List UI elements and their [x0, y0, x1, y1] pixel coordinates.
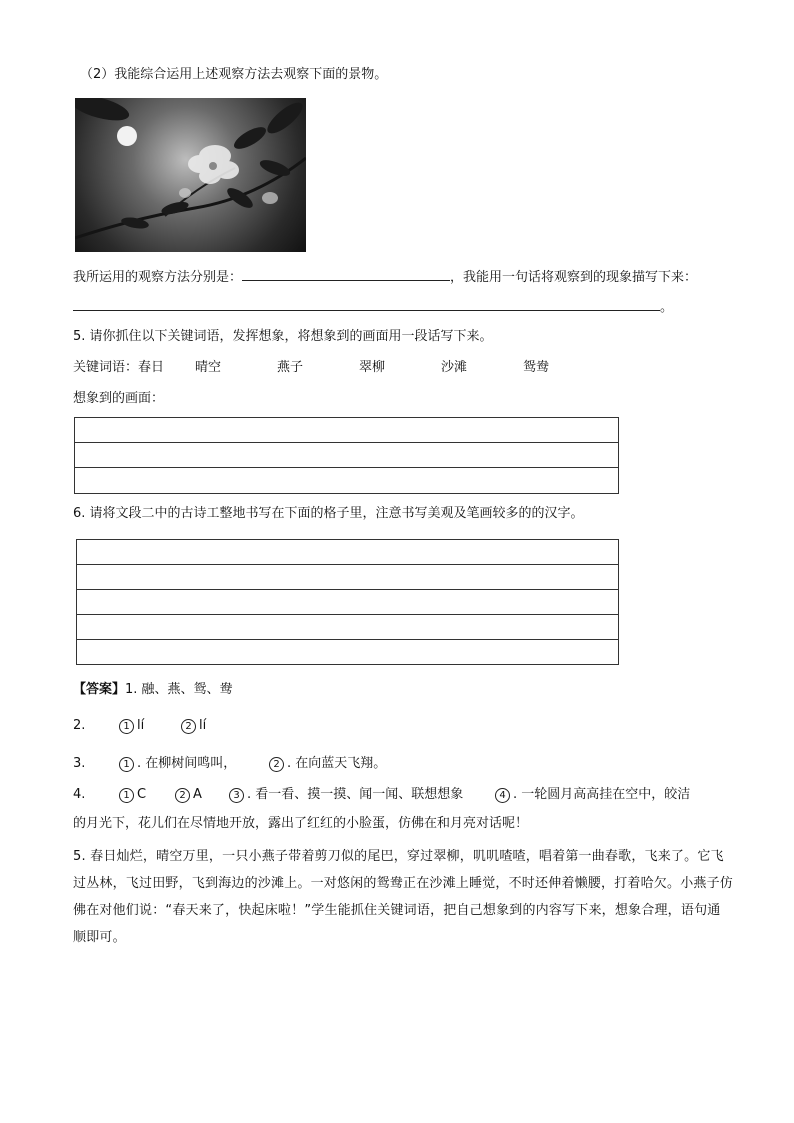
answer-5: 5. 春日灿烂，晴空万里，一只小燕子带着剪刀似的尾巴，穿过翠柳，叽叽喳喳，唱着第一曲春歌，飞来了。它飞过丛林，飞过田野，飞到海边的沙滩上。一对悠闲的鸳鸯正在沙滩上睡觉，不时还伸着懒腰，打着哈欠。小燕子仿佛在对他们说：“春天来了，快起床啦！”学生能抓住关键词语，把自己想象到的内容写下来，想象合理，语句通顺即可。 [73, 849, 734, 945]
end-mark: 。 [660, 300, 674, 315]
writing-grid-q6[interactable] [76, 539, 619, 665]
grid-row[interactable] [77, 640, 618, 664]
describe-label: ，我能用一句话将观察到的现象描写下来： [450, 270, 698, 285]
grid-row[interactable] [77, 590, 618, 615]
methods-label: 我所运用的观察方法分别是： [73, 270, 243, 285]
description-line [73, 296, 673, 317]
answer-2-item: lí [199, 718, 207, 733]
keyword: 晴空 [195, 360, 222, 375]
grid-row[interactable] [77, 615, 618, 640]
grid-row[interactable] [75, 443, 618, 468]
answer-3-item: . 在柳树间鸣叫， [137, 756, 237, 771]
grid-row[interactable] [77, 565, 618, 590]
circled-number-1: 1 [119, 788, 134, 803]
question-5-prompt: 5. 请你抓住以下关键词语，发挥想象，将想象到的画面用一段话写下来。 [73, 329, 493, 344]
question-4-2-prompt: （2）我能综合运用上述观察方法去观察下面的景物。 [80, 67, 388, 82]
keyword: 春日 [138, 360, 165, 375]
keyword: 沙滩 [441, 360, 468, 375]
answer-4-line [73, 786, 690, 804]
answer-4-item: . 看一看、摸一摸、闻一闻、联想想象 [247, 787, 464, 802]
keyword: 燕子 [277, 360, 304, 375]
circled-number-1: 1 [119, 719, 134, 734]
circled-number-1: 1 [119, 757, 134, 772]
answer-2-num: 2. [73, 718, 86, 733]
answer-1-line [73, 681, 233, 699]
moon-flower-illustration [75, 98, 306, 252]
circled-number-2: 2 [175, 788, 190, 803]
answer-3-num: 3. [73, 756, 86, 771]
moon-flower-photo [75, 98, 306, 252]
grid-row[interactable] [75, 418, 618, 443]
answer-2-item: lí [137, 718, 145, 733]
answer-4-continued: 的月光下，花儿们在尽情地开放，露出了红红的小脸蛋，仿佛在和月亮对话呢！ [73, 816, 529, 831]
answer-3-line [73, 755, 386, 773]
grid-row[interactable] [75, 468, 618, 493]
circled-number-2: 2 [269, 757, 284, 772]
keywords-line [73, 359, 605, 377]
keywords-label: 关键词语： [73, 360, 139, 375]
answer-2-line [73, 717, 206, 735]
observation-methods-line [73, 266, 697, 287]
answer-4-item: . 一轮圆月高高挂在空中，皎洁 [513, 787, 691, 802]
circled-number-3: 3 [229, 788, 244, 803]
keyword: 翠柳 [359, 360, 386, 375]
question-6-prompt: 6. 请将文段二中的古诗工整地书写在下面的格子里，注意书写美观及笔画较多的的汉字。 [73, 506, 584, 521]
imagine-label: 想象到的画面： [73, 391, 165, 406]
answer-4-item: A [193, 787, 202, 802]
circled-number-4: 4 [495, 788, 510, 803]
description-answer-blank[interactable] [73, 296, 660, 311]
keyword: 鸳鸯 [523, 360, 550, 375]
methods-answer-blank[interactable] [242, 266, 450, 281]
grid-row[interactable] [77, 540, 618, 565]
answer-tag: 【答案】 [73, 682, 126, 697]
answer-4-num: 4. [73, 787, 86, 802]
answer-4-item: C [137, 787, 147, 802]
answer-1: 1. 融、燕、鸳、鸯 [125, 682, 233, 697]
answer-3-item: . 在向蓝天飞翔。 [287, 756, 387, 771]
circled-number-2: 2 [181, 719, 196, 734]
writing-grid-q5[interactable] [74, 417, 619, 494]
